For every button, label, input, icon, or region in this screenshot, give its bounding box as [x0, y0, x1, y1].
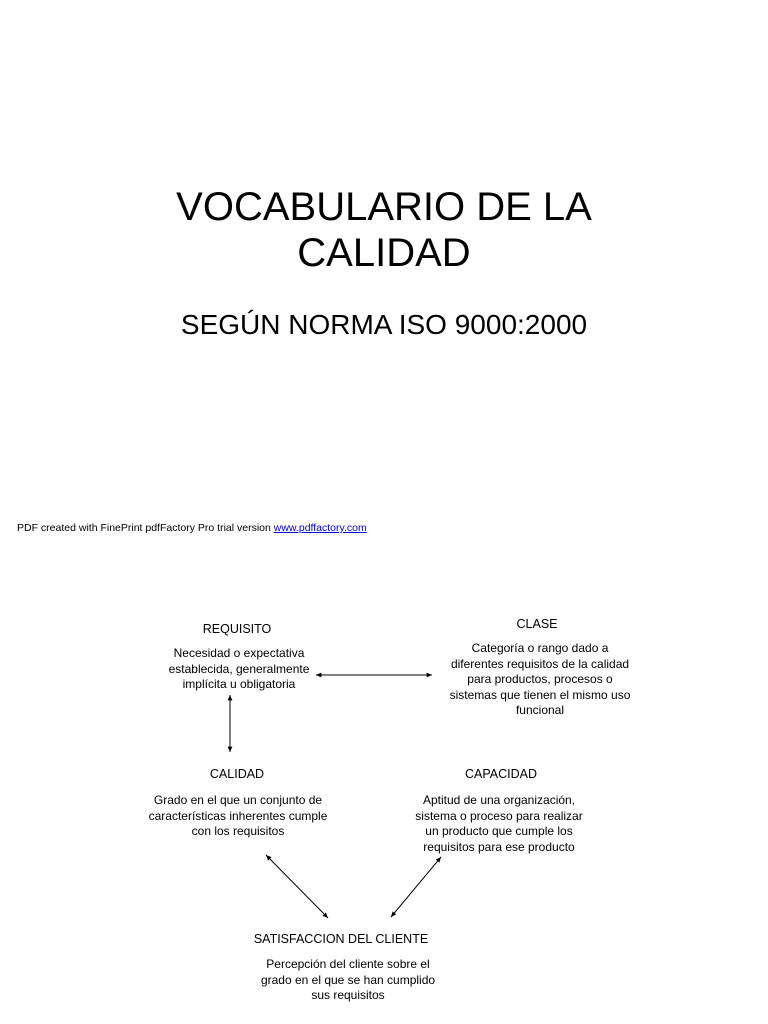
definition-line: sistemas que tienen el mismo uso	[449, 687, 631, 702]
definition-line: Percepción del cliente sobre el	[266, 957, 430, 971]
definition-line: diferentes requisitos de la calidad	[450, 656, 630, 671]
term-clase: CLASE	[516, 617, 558, 631]
term-capacidad: CAPACIDAD	[464, 767, 537, 781]
arrow-calidad-satisfaccion	[266, 855, 328, 918]
title-line-1: VOCABULARIO DE LA	[176, 185, 592, 229]
arrow-capacidad-satisfaccion	[391, 857, 441, 917]
definition-line: un producto que cumple los	[425, 824, 573, 838]
definition-line: Grado en el que un conjunto de	[153, 793, 323, 807]
term-satisfaccion-del-cliente: SATISFACCION DEL CLIENTE	[253, 932, 429, 946]
definition-line: Necesidad o expectativa	[173, 646, 305, 660]
definition-line: para productos, procesos o	[467, 672, 613, 686]
definition-line: implícita u obligatoria	[182, 677, 296, 691]
term-calidad: CALIDAD	[209, 767, 265, 781]
definition-line: establecida, generalmente	[168, 661, 310, 676]
page-subtitle: SEGÚN NORMA ISO 9000:2000	[180, 309, 588, 340]
definition-line: características inherentes cumple	[148, 808, 328, 823]
definition-line: funcional	[515, 703, 565, 717]
definition-line: con los requisitos	[191, 824, 285, 838]
definition-line: sus requisitos	[311, 988, 385, 1002]
definition-line: Aptitud de una organización,	[422, 793, 576, 807]
footer-link[interactable]: www.pdffactory.com	[273, 522, 367, 534]
definition-line: grado en el que se han cumplido	[260, 972, 436, 987]
title-line-2: CALIDAD	[297, 231, 471, 275]
definition-line: sistema o proceso para realizar	[415, 808, 583, 823]
footer-text: PDF created with FinePrint pdfFactory Pro trial version	[17, 522, 274, 534]
term-requisito: REQUISITO	[202, 622, 272, 636]
definition-line: requisitos para ese producto	[423, 839, 575, 854]
definition-line: Categoría o rango dado a	[471, 641, 609, 655]
